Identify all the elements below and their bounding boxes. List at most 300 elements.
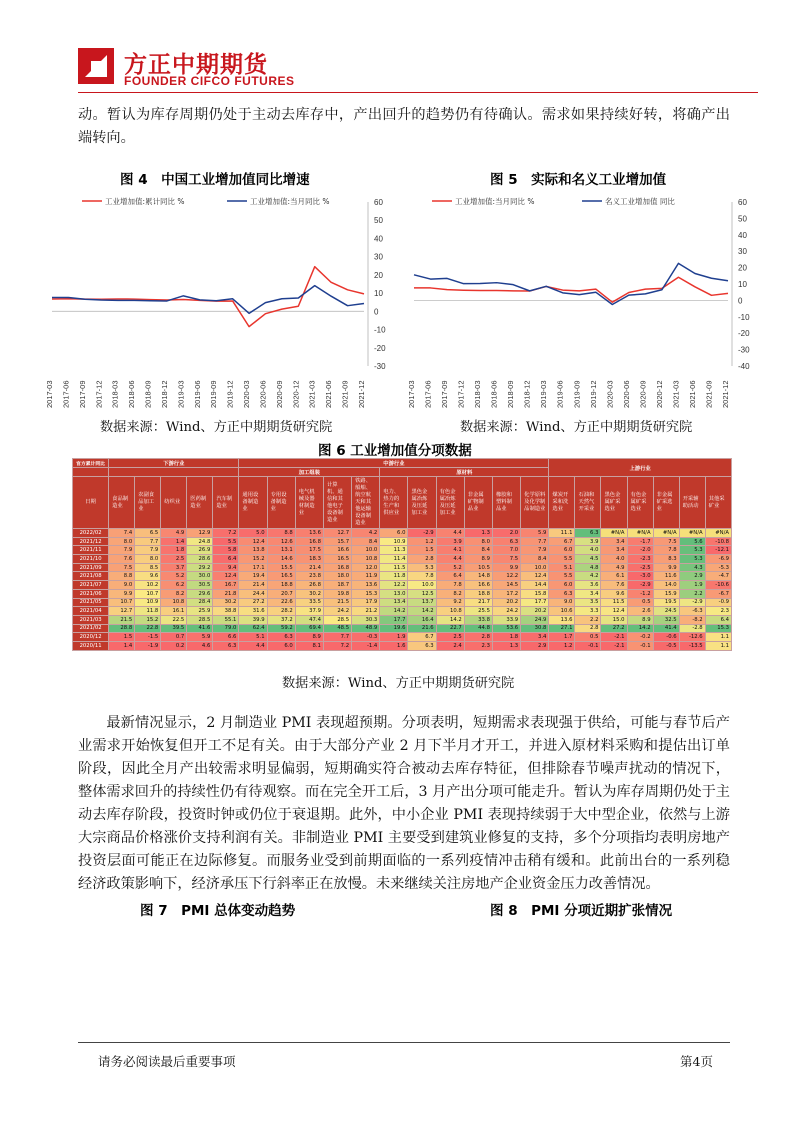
table-row [73,546,732,555]
table-cell: 3.7 [161,563,187,572]
table-cell: 8.0 [464,537,492,546]
table-cell: 13.0 [380,589,408,598]
figure-4-title: 图 4 中国工业增加值同比增速 [120,172,310,188]
table-cell: 15.8 [521,589,549,598]
table-cell: 5.8 [213,546,239,555]
group-upstream: 上游行业 [549,459,732,477]
column-header: 通用设备制造业 [239,477,267,529]
table-cell: 10.6 [549,607,575,616]
column-header: 非金属矿采选业 [653,477,679,529]
table-cell: 9.2 [436,598,464,607]
table-cell: 16.5 [267,572,295,581]
table-cell: 20.7 [267,589,295,598]
table-row [73,589,732,598]
table-cell: -1.7 [627,537,653,546]
y-tick-label: -30 [374,362,386,371]
table-cell: 7.8 [408,572,436,581]
table-cell: 12.4 [601,607,627,616]
group-processing: 加工组装 [239,468,380,477]
column-header: 农副食品加工业 [135,477,161,529]
table-cell: 2.5 [161,555,187,564]
table-cell: 23.8 [295,572,323,581]
table-cell: 5.5 [213,537,239,546]
table-cell: 8.5 [135,563,161,572]
column-header: 黑色金属矿采选业 [601,477,627,529]
table-cell: 55.1 [213,615,239,624]
table-cell: -12.6 [679,633,705,642]
intro-paragraph: 动。暂认为库存周期仍处于主动去库存中，产出回升的趋势仍有待确认。需求如果持续好转，将确产出端转向。 [78,107,730,146]
table-cell: 11.1 [549,529,575,538]
table-cell: 4.0 [601,555,627,564]
x-tick-label: 2021-03 [307,380,317,408]
table-cell: 4.8 [575,563,601,572]
table-cell: 28.4 [187,598,213,607]
y-tick-label: 50 [374,216,383,226]
table-cell: 48.5 [323,624,351,633]
table-cell: 6.7 [408,633,436,642]
table-cell: 5.1 [549,563,575,572]
table-cell: 41.4 [653,624,679,633]
table-cell: 4.9 [161,529,187,538]
column-header: 纺织业 [161,477,187,529]
footer-divider [78,1042,730,1043]
table-cell: -10.6 [705,581,731,590]
x-tick-label: 2017-12 [94,380,104,408]
column-header-row [73,477,732,529]
table-cell: 4.2 [575,572,601,581]
table-cell: 5.2 [161,572,187,581]
table-cell: 30.8 [521,624,549,633]
table-cell: 24.9 [521,615,549,624]
table-cell: 5.6 [679,537,705,546]
table-cell: 7.9 [109,546,135,555]
figure-4-svg [42,190,397,410]
x-tick-label: 2019-12 [225,380,235,408]
table-cell: 21.5 [109,615,135,624]
table-cell: 4.1 [436,546,464,555]
column-header: 化学原料及化学制品制造业 [521,477,549,529]
table-cell: 79.0 [213,624,239,633]
table-cell: 5.2 [436,563,464,572]
table-cell: 31.6 [239,607,267,616]
table-cell: 2.5 [436,633,464,642]
table-cell: 11.3 [380,546,408,555]
x-tick-label: 2021-12 [721,380,730,408]
table-cell: 28.8 [109,624,135,633]
table-cell: 2.2 [575,615,601,624]
column-header: 开采辅助活动 [679,477,705,529]
table-cell: 39.5 [161,624,187,633]
table-cell: 15.2 [135,615,161,624]
y-tick-label: 20 [738,263,747,273]
x-tick-label: 2018-12 [159,380,169,408]
table-cell: 11.5 [380,563,408,572]
table-cell: -0.1 [575,641,601,650]
y-tick-label: -40 [738,362,750,371]
industry-table-container [72,458,732,661]
table-cell: 10.0 [521,563,549,572]
y-tick-label: 40 [738,230,747,240]
table-cell: 1.8 [492,633,520,642]
column-header: 橡胶和塑料制品业 [492,477,520,529]
table-row [73,555,732,564]
table-cell: -2.9 [408,529,436,538]
row-date: 2021/03 [73,615,109,624]
table-corner: 官方累计同比 [73,459,109,468]
y-tick-label: -30 [738,345,750,355]
table-cell: 5.5 [549,555,575,564]
table-cell: 1.3 [464,529,492,538]
table-cell: 17.1 [239,563,267,572]
table-cell: 7.8 [653,546,679,555]
series-line-2 [414,263,728,304]
table-cell: 14.2 [408,607,436,616]
table-cell: 19.4 [239,572,267,581]
y-tick-label: -10 [738,312,750,322]
table-cell: 1.5 [109,633,135,642]
table-cell: 18.3 [295,555,323,564]
table-cell: 37.2 [267,615,295,624]
body-paragraph: 最新情况显示，2 月制造业 PMI 表现超预期。分项表明，短期需求表现强于供给，可能与春节后产业需求开始恢复但开工不足有关。由于大部分产业 2 月下半月才开工，并进入原材料采购和提估出订单阶段，因此全月产出较需求明显偏弱，短期确实符合被动去库存特征，但排除春节噪声扰动的情况下，整体需求回升的持续性仍有待观察。而在完全开工后，3 月产出分项可能走升。暂认为库存周期仍处于主动去库存阶段，投资时钟或仍位于衰退期。此外，中小企业 PMI 表现持续弱于大中型企业，依然与上游大宗商品价格涨价支持利润有关。非制造业 PMI 主要受到建筑业修复的支持，多个分项指均表明房地产投资层面可能正在边际修复。而服务业受到前期面临的一系列疫情冲击稍有缓和。此前出台的一系列稳经济政策影响下，经济承压下行斜率正在放慢。未来继续关注房地产企业资金压力改善情况。 [78,715,730,892]
column-header: 电力、热力的生产和供应业 [380,477,408,529]
table-cell: 16.5 [323,555,351,564]
table-cell: 12.7 [109,607,135,616]
column-header: 电气机械及器材制造业 [295,477,323,529]
table-cell: 15.2 [239,555,267,564]
table-cell: -0.3 [352,633,380,642]
table-cell: 22.5 [161,615,187,624]
table-cell: -0.5 [653,641,679,650]
row-date: 2020/11 [73,641,109,650]
x-tick-label: 2020-09 [638,380,648,408]
table-cell: 14.2 [380,607,408,616]
table-cell: 15.0 [601,615,627,624]
x-tick-label: 2017-09 [77,380,87,408]
table-cell: -6.7 [705,589,731,598]
table-cell: 6.7 [549,537,575,546]
x-tick-label: 2020-12 [291,380,301,408]
table-cell: 10.9 [380,537,408,546]
table-cell: -0.6 [653,633,679,642]
table-cell: 53.6 [492,624,520,633]
table-cell: #N/A [627,529,653,538]
table-cell: 12.9 [187,529,213,538]
table-cell: 18.0 [323,572,351,581]
x-tick-label: 2021-12 [357,380,366,408]
table-cell: 7.5 [653,537,679,546]
group-raw-materials: 原材料 [380,468,549,477]
table-cell: 10.8 [352,555,380,564]
table-cell: 18.7 [323,581,351,590]
table-cell: 27.2 [239,598,267,607]
industry-value-added-table [72,458,732,651]
table-cell: 15.9 [653,589,679,598]
table-row [73,633,732,642]
table-row [73,581,732,590]
table-cell: 7.5 [109,563,135,572]
table-cell: 22.7 [436,624,464,633]
table-cell: 8.9 [627,615,653,624]
table-cell: 2.4 [436,641,464,650]
x-tick-label: 2017-06 [423,380,433,408]
table-cell: 39.9 [239,615,267,624]
table-cell: 6.5 [135,529,161,538]
table-cell: 9.0 [549,598,575,607]
x-tick-label: 2019-06 [192,380,202,408]
table-cell: 7.0 [492,546,520,555]
table-cell: -4.7 [705,572,731,581]
table-cell: 5.3 [679,555,705,564]
table-cell: 30.0 [187,572,213,581]
table-cell: 41.6 [187,624,213,633]
table-cell: 0.5 [627,598,653,607]
column-header: 食品制造业 [109,477,135,529]
table-cell: #N/A [705,529,731,538]
table-cell: 38.8 [213,607,239,616]
table-cell: 10.7 [135,589,161,598]
x-tick-label: 2020-03 [242,380,252,408]
column-header: 黑色金属冶炼及压延加工业 [408,477,436,529]
table-cell: 12.2 [380,581,408,590]
table-cell: 24.8 [187,537,213,546]
table-cell: 3.6 [575,581,601,590]
table-cell: 7.7 [521,537,549,546]
column-header: 汽车制造业 [213,477,239,529]
y-tick-label: 60 [738,198,747,207]
table-cell: 2.3 [464,641,492,650]
x-tick-label: 2018-06 [489,380,499,408]
table-cell: 24.4 [239,589,267,598]
table-cell: 29.6 [187,589,213,598]
table-cell: 5.3 [408,563,436,572]
table-cell: 30.2 [213,598,239,607]
table-cell: 3.5 [575,598,601,607]
table-cell: 10.9 [135,598,161,607]
table-cell: 8.2 [436,589,464,598]
y-tick-label: 40 [374,234,383,244]
y-tick-label: 10 [738,280,747,289]
table-cell: 18.8 [267,581,295,590]
table-cell: 14.5 [492,581,520,590]
table-cell: 1.9 [380,633,408,642]
table-row [73,624,732,633]
table-cell: 2.8 [575,624,601,633]
figure-5-source: 数据来源：Wind、方正中期期货研究院 [460,420,693,435]
x-tick-label: 2021-09 [704,380,714,408]
table-cell: 28.2 [267,607,295,616]
table-cell: 8.4 [521,555,549,564]
group-downstream-blank [109,468,239,477]
table-row [73,641,732,650]
table-cell: 8.9 [464,555,492,564]
table-cell: #N/A [653,529,679,538]
table-cell: 1.1 [705,633,731,642]
x-tick-label: 2020-12 [654,380,664,408]
x-tick-label: 2021-09 [340,380,350,408]
x-tick-label: 2019-09 [209,380,219,408]
table-cell: -3.0 [627,572,653,581]
table-cell: 2.8 [408,555,436,564]
table-cell: 3.4 [601,537,627,546]
figure-7-title: 图 7 PMI 总体变动趋势 [140,903,296,919]
page-header [78,44,758,92]
legend-label: 工业增加值:累计同比 % [105,197,185,206]
table-cell: -2.1 [601,633,627,642]
table-cell: 15.3 [705,624,731,633]
table-cell: 7.2 [323,641,351,650]
column-header: 日期 [73,477,109,529]
column-header: 煤炭开采和洗选业 [549,477,575,529]
table-cell: 37.9 [295,607,323,616]
table-cell: 12.4 [213,572,239,581]
table-cell: 26.9 [187,546,213,555]
table-cell: -6.3 [679,607,705,616]
table-cell: -1.4 [352,641,380,650]
table-cell: 2.6 [627,607,653,616]
table-cell: 30.3 [352,615,380,624]
table-cell: -6.9 [705,555,731,564]
table-cell: 6.0 [380,529,408,538]
table-cell: 21.4 [239,581,267,590]
table-cell: 7.8 [436,581,464,590]
table-cell: -2.8 [679,624,705,633]
table-cell: 30.5 [187,581,213,590]
table-cell: 19.8 [323,589,351,598]
y-tick-label: 30 [738,247,747,257]
table-cell: 9.6 [601,589,627,598]
table-cell: 6.3 [408,641,436,650]
table-row [73,572,732,581]
table-cell: 1.3 [492,641,520,650]
table-cell: 4.4 [436,555,464,564]
table-cell: 13.6 [549,615,575,624]
table-cell: 6.0 [549,581,575,590]
column-header: 有色金属冶炼及压延加工业 [436,477,464,529]
table-cell: 5.9 [187,633,213,642]
table-cell: -5.3 [705,563,731,572]
table-cell: 19.5 [653,598,679,607]
x-tick-label: 2019-12 [588,380,598,408]
table-body [73,529,732,651]
x-tick-label: 2019-03 [539,380,549,408]
table-cell: 6.2 [161,581,187,590]
table-cell: 27.1 [549,624,575,633]
table-cell: 15.7 [323,537,351,546]
table-cell: 3.9 [575,537,601,546]
table-cell: 33.5 [295,598,323,607]
table-cell: 24.2 [492,607,520,616]
y-tick-label: 30 [374,252,383,262]
table-cell: -1.9 [135,641,161,650]
table-cell: 6.3 [213,641,239,650]
table-cell: 69.4 [295,624,323,633]
x-tick-label: 2020-06 [621,380,631,408]
table-cell: 8.2 [161,589,187,598]
x-tick-label: 2019-09 [572,380,582,408]
table-cell: 12.6 [267,537,295,546]
table-cell: 6.4 [705,615,731,624]
table-cell: 1.2 [549,641,575,650]
table-cell: 2.2 [679,589,705,598]
column-header: 计算机、通信和其他电子设备制造业 [323,477,351,529]
table-cell: 9.9 [653,563,679,572]
table-cell: 6.3 [267,633,295,642]
table-cell: 5.5 [549,572,575,581]
table-cell: 2.0 [492,529,520,538]
x-tick-label: 2020-09 [274,380,284,408]
table-cell: -2.1 [601,641,627,650]
x-tick-label: 2021-03 [671,380,681,408]
table-cell: 28.5 [187,615,213,624]
table-cell: 12.4 [239,537,267,546]
table-cell: -13.5 [679,641,705,650]
table-cell: 1.2 [408,537,436,546]
table-cell: 6.0 [549,546,575,555]
table-cell: -10.8 [705,537,731,546]
table-cell: 7.7 [135,537,161,546]
table-cell: 1.1 [705,641,731,650]
figure-5-chart [402,190,772,410]
table-cell: 7.2 [213,529,239,538]
x-tick-label: 2020-03 [605,380,615,408]
table-row [73,537,732,546]
table-cell: 6.4 [436,572,464,581]
table-cell: 17.5 [295,546,323,555]
table-cell: 20.2 [492,598,520,607]
brand-name: 方正中期期货 [124,52,268,78]
table-cell: 8.4 [352,537,380,546]
table-cell: 1.7 [549,633,575,642]
group-downstream: 下游行业 [109,459,239,468]
table-cell: 12.4 [521,572,549,581]
table-cell: 30.2 [295,589,323,598]
row-date: 2021/09 [73,563,109,572]
table-cell: 6.4 [213,555,239,564]
table-cell: 16.1 [161,607,187,616]
table-cell: 10.8 [161,598,187,607]
table-cell: 10.0 [408,581,436,590]
table-cell: 12.7 [323,529,351,538]
table-cell: 11.5 [601,598,627,607]
table-cell: 12.0 [352,563,380,572]
x-tick-label: 2021-06 [324,380,334,408]
table-cell: 59.2 [267,624,295,633]
table-cell: 29.2 [187,563,213,572]
y-tick-label: 10 [374,289,383,299]
table-cell: 21.7 [464,598,492,607]
row-date: 2021/11 [73,546,109,555]
table-cell: 8.4 [464,546,492,555]
table-cell: 7.9 [521,546,549,555]
table-cell: 13.6 [295,529,323,538]
table-cell: 14.0 [653,581,679,590]
table-cell: 9.0 [109,581,135,590]
row-date: 2021/10 [73,555,109,564]
table-cell: 62.4 [239,624,267,633]
table-cell: 2.9 [679,572,705,581]
x-tick-label: 2019-06 [555,380,565,408]
y-tick-label: 20 [374,270,383,280]
table-cell: 11.8 [380,572,408,581]
x-tick-label: 2017-06 [61,380,71,408]
row-date: 2021/05 [73,598,109,607]
row-date: 2021/07 [73,581,109,590]
row-date: 2021/04 [73,607,109,616]
table-cell: 16.8 [295,537,323,546]
table-cell: 2.3 [705,607,731,616]
table-cell: 3.9 [436,537,464,546]
row-date: 2022/02 [73,529,109,538]
